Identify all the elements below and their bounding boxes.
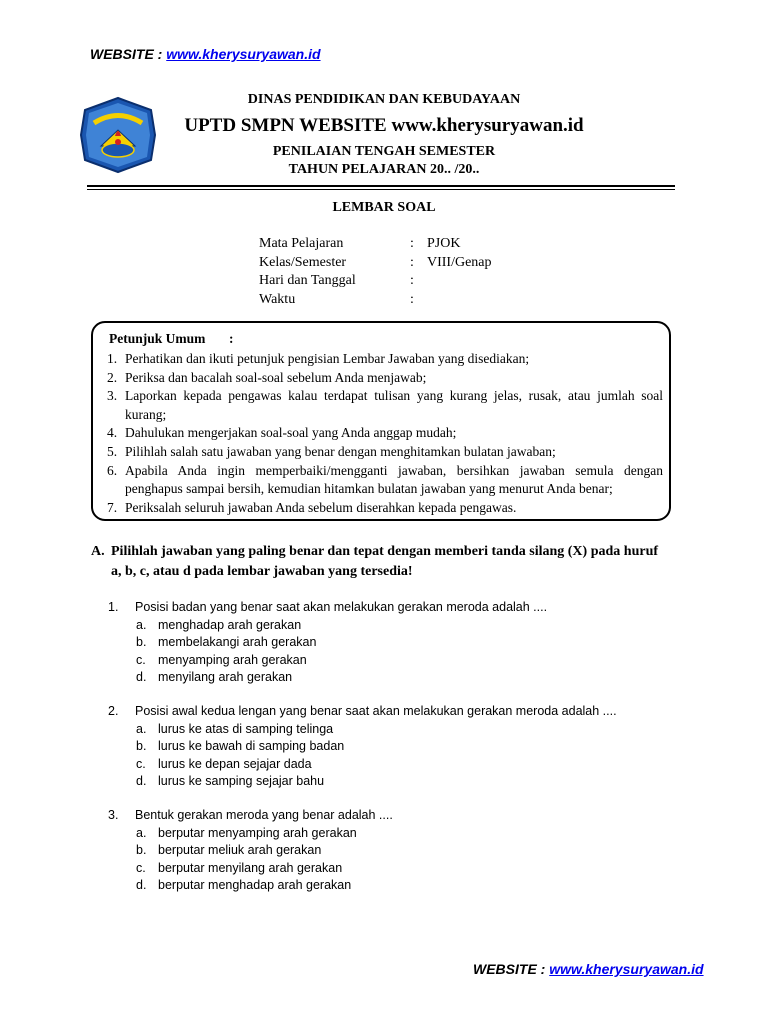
option-text: membelakangi arah gerakan bbox=[158, 635, 317, 649]
website-link[interactable]: www.kherysuryawan.id bbox=[166, 46, 321, 62]
instruction-item bbox=[107, 462, 663, 499]
instruction-number: 4. bbox=[107, 425, 118, 441]
header-divider-thick bbox=[87, 185, 675, 187]
info-label: Kelas/Semester bbox=[259, 254, 347, 270]
option-text: berputar meliuk arah gerakan bbox=[158, 843, 322, 857]
header-divider-thin bbox=[87, 189, 675, 190]
instructions-title-colon: : bbox=[229, 331, 234, 346]
instructions-box bbox=[91, 321, 671, 521]
section-a-heading bbox=[91, 542, 671, 582]
option-text: berputar menyamping arah gerakan bbox=[158, 825, 357, 840]
option-letter: c. bbox=[136, 652, 146, 667]
info-colon: : bbox=[410, 236, 414, 251]
option-letter: d. bbox=[136, 670, 147, 684]
option-text: lurus ke atas di samping telinga bbox=[158, 721, 334, 736]
info-label: Waktu bbox=[259, 291, 296, 307]
option-letter: b. bbox=[136, 739, 147, 753]
instructions-list bbox=[107, 350, 663, 517]
instruction-number: 6. bbox=[107, 462, 118, 478]
instruction-text: Apabila Anda ingin memperbaiki/mengganti jawaban, bersihkan jawaban semula dengan penghapus sampai bersih, kemudian hitamkan bulatan jawaban yang menurut Anda benar; bbox=[125, 462, 663, 497]
info-colon: : bbox=[410, 254, 414, 270]
option-letter: a. bbox=[136, 825, 147, 840]
option-text: lurus ke depan sejajar dada bbox=[158, 756, 312, 771]
option-letter: d. bbox=[136, 774, 147, 788]
option-letter: a. bbox=[136, 617, 147, 632]
instruction-text: Periksalah seluruh jawaban Anda sebelum diserahkan kepada pengawas. bbox=[125, 499, 517, 515]
info-label: Hari dan Tanggal bbox=[259, 273, 356, 288]
option-text: berputar menyilang arah gerakan bbox=[158, 860, 343, 875]
page-title: LEMBAR SOAL bbox=[332, 200, 436, 215]
section-letter: A. bbox=[91, 544, 105, 559]
option-text: menyilang arah gerakan bbox=[158, 670, 293, 684]
option-text: berputar menghadap arah gerakan bbox=[158, 878, 352, 892]
instruction-text: Perhatikan dan ikuti petunjuk pengisian Lembar Jawaban yang disediakan; bbox=[125, 351, 530, 366]
instruction-item bbox=[107, 387, 663, 424]
info-label: Mata Pelajaran bbox=[259, 236, 344, 251]
option-text: lurus ke samping sejajar bahu bbox=[158, 774, 325, 788]
header-year: TAHUN PELAJARAN 20.. /20.. bbox=[288, 162, 480, 177]
instruction-number: 2. bbox=[107, 369, 118, 385]
question-text: Bentuk gerakan meroda yang benar adalah .... bbox=[135, 808, 393, 822]
website-link[interactable]: www.kherysuryawan.id bbox=[549, 961, 704, 977]
instruction-number: 7. bbox=[107, 499, 118, 515]
option-text: menyamping arah gerakan bbox=[158, 652, 307, 667]
website-prefix: WEBSITE : bbox=[90, 46, 167, 62]
instruction-item bbox=[107, 350, 663, 369]
question-text: Posisi badan yang benar saat akan melakukan gerakan meroda adalah .... bbox=[135, 600, 548, 614]
instructions-title bbox=[109, 331, 234, 347]
instructions-title-text: Petunjuk Umum bbox=[109, 331, 206, 346]
option-text: lurus ke bawah di samping badan bbox=[158, 739, 345, 753]
instruction-text: Periksa dan bacalah soal-soal sebelum Anda menjawab; bbox=[125, 369, 427, 385]
header-agency: DINAS PENDIDIKAN DAN KEBUDAYAAN bbox=[247, 92, 521, 107]
website-header bbox=[90, 46, 321, 62]
option-letter: b. bbox=[136, 843, 147, 857]
instruction-item bbox=[107, 443, 663, 462]
option-letter: c. bbox=[136, 860, 146, 875]
option-letter: c. bbox=[136, 756, 146, 771]
info-colon: : bbox=[410, 291, 414, 307]
question-text: Posisi awal kedua lengan yang benar saat akan melakukan gerakan meroda adalah .... bbox=[135, 704, 617, 718]
website-footer bbox=[473, 961, 704, 977]
instruction-item bbox=[107, 369, 663, 388]
instruction-item bbox=[107, 499, 663, 518]
question-number: 3. bbox=[108, 808, 119, 822]
instruction-number: 5. bbox=[107, 443, 118, 459]
option-text: menghadap arah gerakan bbox=[158, 617, 302, 632]
header-school: UPTD SMPN WEBSITE www.kherysuryawan.id bbox=[184, 115, 584, 136]
info-colon: : bbox=[410, 273, 414, 288]
header-exam: PENILAIAN TENGAH SEMESTER bbox=[272, 144, 496, 159]
section-instruction: Pilihlah jawaban yang paling benar dan tepat dengan memberi tanda silang (X) pada huruf a, b, c, atau d pada lembar jawaban yang tersedia! bbox=[111, 544, 659, 579]
info-value: PJOK bbox=[427, 236, 461, 251]
option-letter: a. bbox=[136, 721, 147, 736]
instruction-text: Laporkan kepada pengawas kalau terdapat tulisan yang kurang jelas, rusak, atau jumlah soal kurang; bbox=[125, 388, 663, 422]
website-prefix: WEBSITE : bbox=[473, 961, 550, 977]
option-letter: b. bbox=[136, 635, 147, 649]
option-letter: d. bbox=[136, 878, 147, 892]
info-value: VIII/Genap bbox=[427, 254, 492, 270]
question-number: 2. bbox=[108, 704, 119, 718]
instruction-text: Dahulukan mengerjakan soal-soal yang Anda anggap mudah; bbox=[125, 425, 457, 441]
instruction-text: Pilihlah salah satu jawaban yang benar dengan menghitamkan bulatan jawaban; bbox=[125, 443, 556, 459]
instruction-number: 3. bbox=[107, 388, 118, 404]
question-number: 1. bbox=[108, 600, 119, 614]
instruction-item bbox=[107, 424, 663, 443]
instruction-number: 1. bbox=[107, 351, 118, 366]
